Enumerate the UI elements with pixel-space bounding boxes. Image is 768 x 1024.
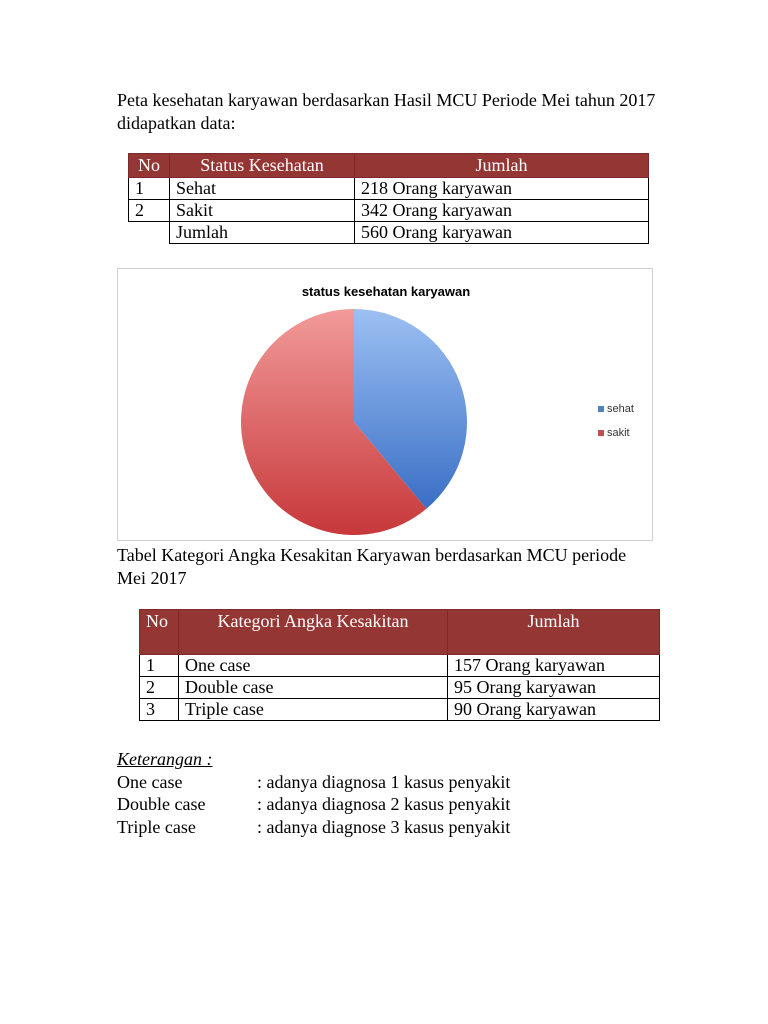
total-row — [129, 222, 649, 244]
header-no: No — [129, 154, 170, 178]
total-empty-cell — [129, 222, 170, 244]
header-no: No — [140, 610, 179, 655]
pie-chart — [117, 268, 653, 541]
legend-swatch-sakit — [598, 430, 604, 436]
health-status-table — [128, 153, 649, 244]
row-no: 2 — [129, 200, 170, 222]
pie-chart-svg — [118, 269, 654, 542]
row-jumlah: 90 Orang karyawan — [448, 699, 660, 721]
legend-swatch-sehat — [598, 406, 604, 412]
table-row — [129, 178, 649, 200]
row-no: 3 — [140, 699, 179, 721]
illness-category-table — [139, 609, 660, 721]
row-status: Sakit — [170, 200, 355, 222]
total-value: 560 Orang karyawan — [355, 222, 649, 244]
row-jumlah: 95 Orang karyawan — [448, 677, 660, 699]
notes-heading: Keterangan : — [117, 749, 213, 769]
row-jumlah: 342 Orang karyawan — [355, 200, 649, 222]
header-jumlah: Jumlah — [355, 154, 649, 178]
row-kategori: One case — [179, 655, 448, 677]
intro-paragraph: Peta kesehatan karyawan berdasarkan Hasil MCU Periode Mei tahun 2017 didapatkan data: — [117, 90, 656, 133]
note-term: Double case — [117, 794, 206, 814]
header-status: Status Kesehatan — [170, 154, 355, 178]
note-term: Triple case — [117, 816, 196, 837]
note-row — [117, 771, 510, 794]
table-row — [140, 655, 660, 677]
row-status: Sehat — [170, 178, 355, 200]
table-row — [140, 699, 660, 721]
table-header-row — [140, 610, 660, 655]
legend-label-sakit: sakit — [607, 427, 630, 439]
total-label: Jumlah — [170, 222, 355, 244]
table-header-row — [129, 154, 649, 178]
notes-section — [117, 748, 510, 838]
row-kategori: Double case — [179, 677, 448, 699]
note-desc: : adanya diagnosa 1 kasus penyakit — [257, 771, 511, 792]
note-desc: : adanya diagnosa 2 kasus penyakit — [257, 794, 511, 814]
note-row — [117, 793, 510, 816]
note-desc: : adanya diagnose 3 kasus penyakit — [257, 816, 511, 837]
legend-label-sehat: sehat — [607, 403, 634, 415]
row-no: 2 — [140, 677, 179, 699]
row-jumlah: 157 Orang karyawan — [448, 655, 660, 677]
table-row — [140, 677, 660, 699]
note-row — [117, 816, 510, 839]
chart-title: status kesehatan karyawan — [301, 284, 471, 299]
row-kategori: Triple case — [179, 699, 448, 721]
table2-caption: Tabel Kategori Angka Kesakitan Karyawan berdasarkan MCU periode Mei 2017 — [117, 545, 627, 588]
header-jumlah: Jumlah — [448, 610, 660, 655]
row-no: 1 — [129, 178, 170, 200]
row-no: 1 — [140, 655, 179, 677]
row-jumlah: 218 Orang karyawan — [355, 178, 649, 200]
table-row — [129, 200, 649, 222]
note-term: One case — [117, 771, 183, 792]
header-kategori: Kategori Angka Kesakitan — [179, 610, 448, 655]
